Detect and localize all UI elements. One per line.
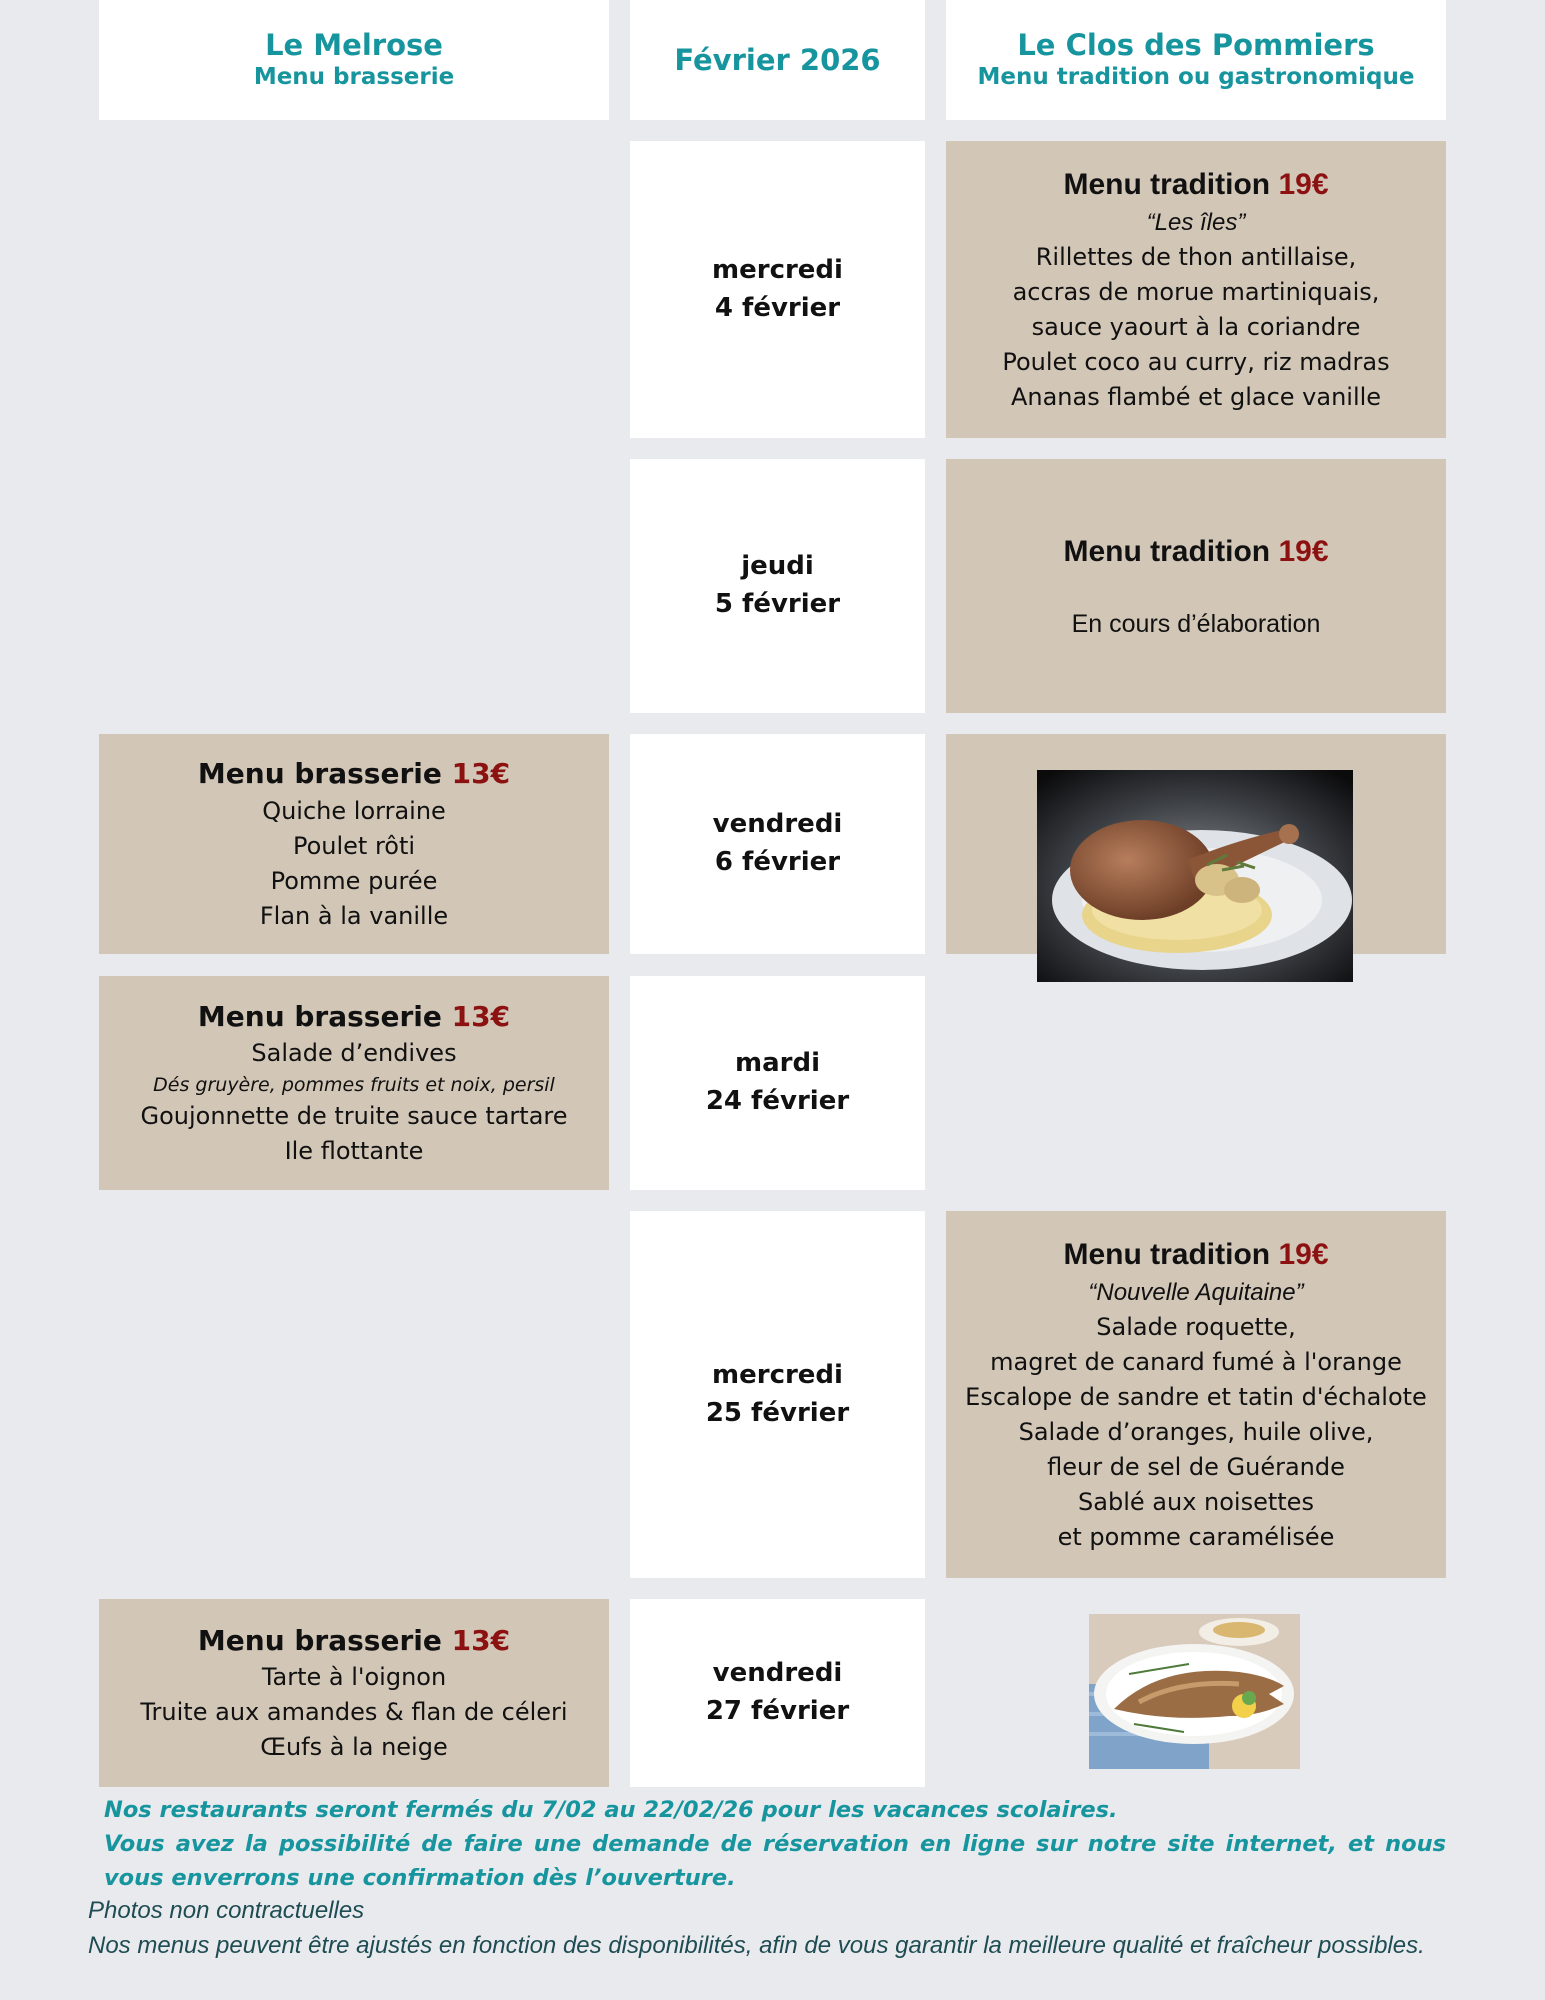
menu-line: Œufs à la neige: [260, 1733, 448, 1762]
date-number: 27 février: [705, 1696, 850, 1726]
menu-price: 19€: [1278, 1238, 1329, 1271]
menu-line: Sablé aux noisettes: [1078, 1488, 1314, 1516]
menu-title: Menu brasserie 13€: [197, 757, 511, 791]
date-day: vendredi: [712, 809, 843, 840]
header-melrose: [99, 0, 609, 120]
date-day: vendredi: [712, 1658, 843, 1689]
menu-line: Escalope de sandre et tatin d'échalote: [965, 1383, 1427, 1411]
tradition-menu-card: [946, 1211, 1446, 1578]
date-cell: [630, 1211, 925, 1578]
menu-price: 19€: [1278, 168, 1329, 201]
menu-line: Rillettes de thon antillaise,: [1035, 243, 1357, 271]
menu-theme: “Nouvelle Aquitaine”: [1088, 1279, 1304, 1306]
menu-line: Salade d’oranges, huile olive,: [1018, 1418, 1374, 1446]
date-number: 24 février: [705, 1086, 850, 1116]
menu-line: Poulet coco au curry, riz madras: [1002, 348, 1390, 376]
date-number: 5 février: [714, 589, 841, 619]
menu-pending-text: En cours d’élaboration: [1071, 610, 1321, 638]
date-day: mercredi: [712, 1359, 843, 1390]
menu-line: Ile flottante: [284, 1137, 424, 1166]
menu-theme: “Les îles”: [1146, 209, 1246, 236]
header-clos-des-pommiers: [946, 0, 1446, 120]
menu-line: Tarte à l'oignon: [261, 1663, 447, 1692]
menu-line-detail: Dés gruyère, pommes fruits et noix, persil: [153, 1074, 555, 1097]
menu-title: Menu tradition 19€: [1063, 1238, 1329, 1271]
menu-line: Pomme purée: [270, 866, 438, 895]
brasserie-menu-card: [99, 976, 609, 1190]
menu-line: Ananas flambé et glace vanille: [1010, 383, 1382, 411]
menu-title: Menu brasserie 13€: [197, 1623, 511, 1657]
brasserie-menu-card: [99, 734, 609, 954]
menu-line: Truite aux amandes & flan de céleri: [140, 1698, 568, 1727]
menu-line: accras de morue martiniquais,: [1012, 278, 1380, 306]
menu-type-brasserie: Menu brasserie: [253, 64, 455, 91]
menu-title: Menu brasserie 13€: [197, 999, 511, 1033]
date-day: jeudi: [741, 551, 814, 582]
header-month: [630, 0, 925, 120]
menu-title: Menu tradition 19€: [1063, 168, 1329, 201]
menu-line: et pomme caramélisée: [1057, 1523, 1335, 1551]
menu-title: Menu tradition 19€: [1063, 535, 1329, 568]
menu-line: fleur de sel de Guérande: [1047, 1453, 1345, 1481]
date-day: mercredi: [712, 254, 843, 285]
date-cell: [630, 734, 925, 954]
grilled-trout-photo: [1089, 1614, 1300, 1769]
menu-price: 13€: [451, 757, 511, 791]
menu-line: sauce yaourt à la coriandre: [1031, 313, 1361, 341]
date-cell: [630, 141, 925, 438]
menu-adjustment-disclaimer: Nos menus peuvent être ajustés en fonction des disponibilités, afin de vous garantir la meilleure qualité et fraîcheur possibles.: [88, 1932, 1425, 1959]
date-number: 4 février: [714, 292, 841, 323]
tradition-menu-card: [946, 459, 1446, 713]
menu-line: Quiche lorraine: [262, 796, 446, 825]
menu-price: 13€: [451, 1623, 511, 1657]
menu-type-tradition: Menu tradition ou gastronomique: [977, 64, 1415, 91]
restaurant-name-clos: Le Clos des Pommiers: [1017, 27, 1375, 62]
closure-notice: Nos restaurants seront fermés du 7/02 au 22/02/26 pour les vacances scolaires.: [104, 1797, 1118, 1823]
roast-chicken-photo: [1037, 770, 1353, 982]
date-cell: [630, 1599, 925, 1787]
menu-line: Salade d’endives: [251, 1039, 457, 1068]
menu-line: Goujonnette de truite sauce tartare: [140, 1102, 568, 1131]
menu-line: magret de canard fumé à l'orange: [990, 1348, 1402, 1376]
month-title: Février 2026: [674, 42, 881, 77]
date-number: 25 février: [705, 1397, 850, 1428]
date-cell: [630, 976, 925, 1190]
menu-price: 13€: [451, 999, 511, 1033]
date-day: mardi: [735, 1048, 820, 1079]
photos-disclaimer: Photos non contractuelles: [88, 1897, 365, 1924]
restaurant-name-melrose: Le Melrose: [265, 27, 443, 62]
menu-price: 19€: [1278, 535, 1329, 568]
date-number: 6 février: [714, 847, 841, 877]
menu-line: Salade roquette,: [1096, 1313, 1296, 1341]
menu-line: Poulet rôti: [292, 831, 416, 860]
tradition-menu-card: [946, 141, 1446, 438]
date-cell: [630, 459, 925, 713]
reservation-notice: Vous avez la possibilité de faire une demande de réservation en ligne sur notre site internet, et nous vous enverrons une confirmation dès l’ouverture.: [104, 1831, 1446, 1891]
brasserie-menu-card: [99, 1599, 609, 1787]
menu-line: Flan à la vanille: [259, 901, 449, 930]
